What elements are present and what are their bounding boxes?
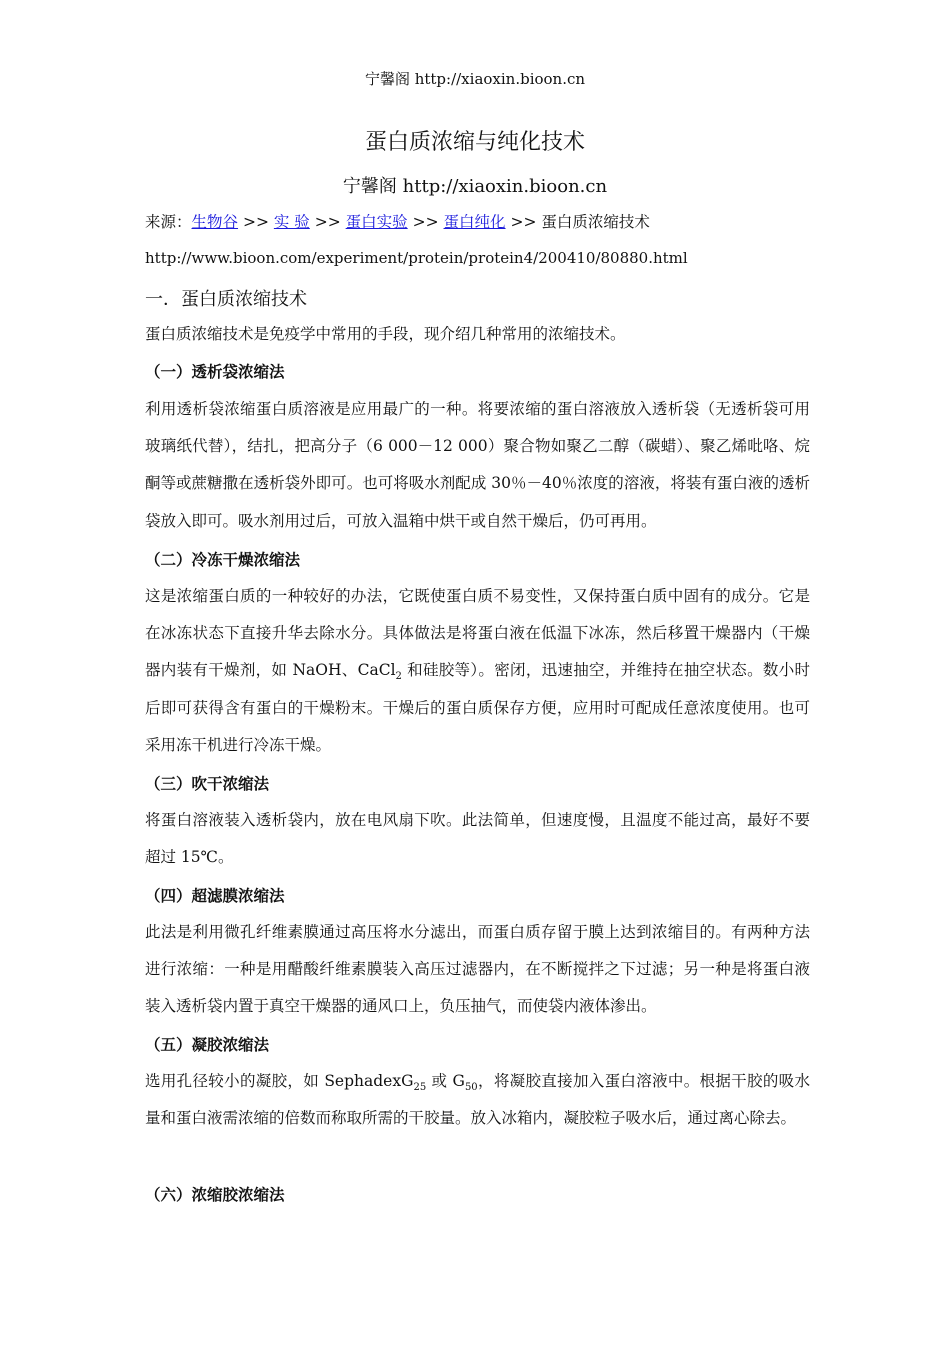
source-breadcrumb	[145, 210, 810, 232]
page-header: 宁馨阁 http://xiaoxin.bioon.cn	[364, 70, 586, 88]
breadcrumb-link-protein-experiment[interactable]: 蛋白实验	[345, 213, 408, 231]
section-text-freeze-dry: 这是浓缩蛋白质的一种较好的办法，它既使蛋白质不易变性，又保持蛋白质中固有的成分。它是在冰冻状态下直接升华去除水分。具体做法是将蛋白液在低温下冰冻，然后移置干燥器内（干燥器内装有干燥剂，如 NaOH、CaCl$_2$ 和硅胶等）。密闭，迅速抽空，并维持在抽空状态。数小时后即可获得含有蛋白的干燥粉末。干燥后的蛋白质保存方便，应用时可配成任意浓度使用。也可采用冻干机进行冷冻干燥。	[145, 587, 810, 754]
section-title-concentration-gel: （六）浓缩胶浓缩法	[145, 1185, 285, 1204]
breadcrumb-sep: >>	[238, 213, 274, 231]
breadcrumb-current: 蛋白质浓缩技术	[541, 213, 650, 231]
doc-title: 蛋白质浓缩与纯化技术	[364, 130, 585, 155]
section-text-ultrafiltration: 此法是利用微孔纤维素膜通过高压将水分滤出，而蛋白质存留于膜上达到浓缩目的。有两种方法进行浓缩：一种是用醋酸纤维素膜装入高压过滤器内，在不断搅拌之下过滤；另一种是将蛋白液装入透析袋内置于真空干燥器的通风口上，负压抽气，而使袋内液体渗出。	[145, 923, 810, 1016]
doc-subtitle: 宁馨阁 http://xiaoxin.bioon.cn	[342, 176, 608, 197]
section-title-dialysis: （一）透析袋浓缩法	[145, 362, 285, 381]
breadcrumb-link-bioon[interactable]: 生物谷	[191, 213, 239, 231]
section-title-freeze-dry: （二）冷冻干燥浓缩法	[145, 550, 301, 569]
section-title-blow-dry: （三）吹干浓缩法	[145, 774, 270, 793]
breadcrumb-link-protein-purification[interactable]: 蛋白纯化	[443, 213, 506, 231]
section-text-gel: 选用孔径较小的凝胶，如 SephadexG$_{25}$ 或 $G_{50}$，将凝胶直接加入蛋白溶液中。根据干胶的吸水量和蛋白液需浓缩的倍数而称取所需的干胶量。放入冰箱内，凝胶粒子吸水后，通过离心除去。	[145, 1072, 810, 1128]
section-title-gel: （五）凝胶浓缩法	[145, 1035, 270, 1054]
breadcrumb-sep: >>	[407, 213, 444, 231]
breadcrumb-sep: >>	[309, 213, 346, 231]
section-title-ultrafiltration: （四）超滤膜浓缩法	[145, 886, 285, 905]
breadcrumb-link-experiment[interactable]: 实 验	[273, 213, 310, 231]
intro-paragraph: 蛋白质浓缩技术是免疫学中常用的手段，现介绍几种常用的浓缩技术。	[145, 325, 626, 343]
source-url: http://www.bioon.com/experiment/protein/protein4/200410/80880.html	[145, 249, 688, 267]
section-text-blow-dry: 将蛋白溶液装入透析袋内，放在电风扇下吹。此法简单，但速度慢，且温度不能过高，最好不要超过 15℃。	[145, 811, 810, 867]
source-prefix: 来源：	[145, 213, 192, 231]
section-heading: 一．蛋白质浓缩技术	[145, 289, 307, 310]
breadcrumb-sep: >>	[505, 213, 542, 231]
section-text-dialysis: 利用透析袋浓缩蛋白质溶液是应用最广的一种。将要浓缩的蛋白溶液放入透析袋（无透析袋可用玻璃纸代替），结扎，把高分子（6 000－12 000）聚合物如聚乙二醇（碳蜡）、聚乙烯吡咯、烷酮等或蔗糖撒在透析袋外即可。也可将吸水剂配成 30％－40％浓度的溶液，将装有蛋白液的透析袋放入即可。吸水剂用过后，可放入温箱中烘干或自然干燥后，仍可再用。	[145, 400, 810, 530]
